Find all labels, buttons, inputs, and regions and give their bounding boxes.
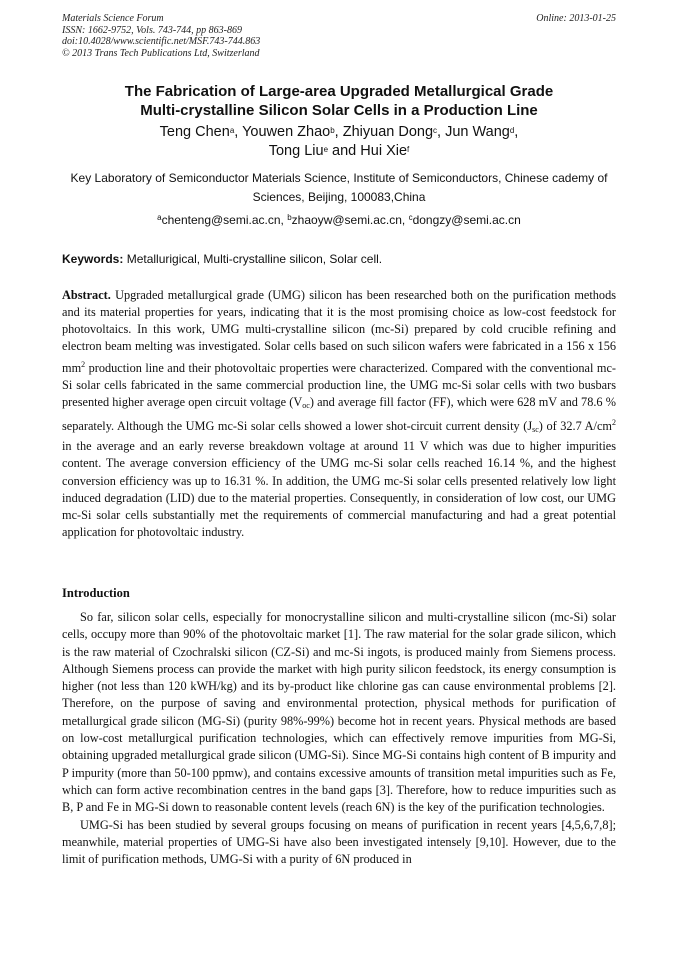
author-mark: f <box>407 145 410 154</box>
abstract-superscript: 2 <box>612 418 616 428</box>
paper-title <box>62 82 616 120</box>
email-link[interactable]: dongzy@semi.ac.cn <box>412 213 521 227</box>
email-mark: a <box>157 213 162 222</box>
author-conjunction: and <box>332 143 357 159</box>
author-name: Tong Liu <box>268 143 324 159</box>
issn-line: ISSN: 1662-9752, Vols. 743-744, pp 863-869 <box>62 24 242 36</box>
email-link[interactable]: zhaoyw@semi.ac.cn, <box>291 213 406 227</box>
author-mark: a <box>229 126 235 135</box>
abstract-text: ) and average fill factor (FF), which were 628 mV and 78.6 % separately. Although the UMG mc-Si solar cells showed a lower shot-circuit current density (J <box>62 394 616 434</box>
author-name: Teng Chen <box>159 124 230 140</box>
author-mark: b <box>330 126 335 135</box>
title-line-1: The Fabrication of Large-area Upgraded Metallurgical Grade <box>124 83 554 100</box>
author-mark: d <box>509 126 515 135</box>
abstract-superscript: 2 <box>81 359 86 369</box>
author-mark: c <box>433 126 438 135</box>
abstract-label: Abstract. <box>62 288 111 302</box>
author-name: Hui Xie <box>360 143 408 159</box>
journal-header <box>62 13 260 59</box>
doi-line[interactable]: doi:10.4028/www.scientific.net/MSF.743-744.863 <box>62 36 261 47</box>
abstract-text: production line and their photovoltaic properties were characterized. Compared with the conventional mc-Si solar cells fabricated in the same commercial production line, the UMG mc-Si solar cells with two busbars presented higher average open circuit voltage (V <box>62 360 616 409</box>
author-name: Youwen Zhao <box>242 124 331 140</box>
abstract-text: Upgraded metallurgical grade (UMG) silicon has been researched both on the purification methods and its material properties for years, indicating that it is the most promising choice as low-cost feedstock for photovoltaics. In this work, UMG multi-crystalline silicon (mc-Si) prepared by cold crucible refining and electron beam melting was investigated. Solar cells based on such silicon wafers were fabricated in a 156 x 156 mm <box>62 288 617 375</box>
paragraph: So far, silicon solar cells, especially for monocrystalline silicon and multi-crystalline silicon (mc-Si) solar cells, occupy more than 90% of the photovoltaic market [1]. The raw material for the solar grade silicon, which is the raw material of Czochralski silicon (CZ-Si) and mc-Si ingots, is produced mainly from Siemens process. Although Siemens process can provide the market with high purity silicon feedstock, its energy consumption is higher (not less than 120 kWH/kg) and its by-product like chlorine gas can cause environmental problems [2]. Therefore, on the purpose of saving and environmental protection, physical methods for purification of metallurgical grade silicon (MG-Si) (purity 98%-99%) become hot in recent years. Physical methods are based on low-cost metallurgical purification technologies, which can effectively remove impurities from MG-Si, obtaining upgraded metallurgical grade silicon (UMG-Si). Since MG-Si contains high content of B impurity and P impurity (more than 50-100 ppmw), and contains excessive amounts of transition metal impurities such as Fe, which can form active recombination centres in the band gaps [3]. Therefore, how to reduce impurities such as B, P and Fe in MG-Si down to reasonable content levels (reach 6N) is the key of the purification technologies. <box>62 610 616 815</box>
abstract-text: ) of 32.7 A/cm <box>538 419 612 434</box>
author-line-1: Teng Chen$^a$, Youwen Zhao$^b$, Zhiyuan Dong$^c$, Jun Wang$^d$, <box>159 124 519 140</box>
online-date: Online: 2013-01-25 <box>536 13 616 24</box>
abstract-text: in the average and an early reverse breakdown voltage at around 11 V which was due to higher impurities content. The average conversion efficiency of the UMG mc-Si solar cells reached 16.14 %, and the highest conversion efficiency was up to 16.31 %. In addition, the UMG mc-Si solar cells presented relatively low light induced degradation (LID) due to the material properties. Consequently, in consideration of low cost, our UMG mc-Si solar cells substantially met the requirements of commercial manufacturing and had a great potential application for photovoltaic industry. <box>62 439 616 540</box>
author-mark: e <box>323 145 329 154</box>
email-list <box>62 212 616 228</box>
abstract-subscript: oc <box>302 400 310 410</box>
email-mark: c <box>408 213 413 222</box>
keywords-label: Keywords: <box>62 252 124 266</box>
abstract-subscript: sc <box>532 425 539 435</box>
abstract <box>62 287 616 541</box>
author-list <box>62 123 616 161</box>
journal-name: Materials Science Forum <box>62 13 164 24</box>
introduction-body <box>62 609 616 868</box>
author-name: Zhiyuan Dong <box>342 124 434 140</box>
affiliation: Key Laboratory of Semiconductor Materials Science, Institute of Semiconductors, Chinese cademy of Sciences, Beijing, 100083,China <box>70 171 608 204</box>
keywords-text: Metallurigical, Multi-crystalline silicon, Solar cell. <box>126 252 383 266</box>
title-line-2: Multi-crystalline Silicon Solar Cells in a Production Line <box>140 102 538 119</box>
email-mark: b <box>287 213 292 222</box>
section-heading-introduction: Introduction <box>62 586 130 600</box>
email-link[interactable]: chenteng@semi.ac.cn, <box>161 213 284 227</box>
copyright-line: © 2013 Trans Tech Publications Ltd, Switzerland <box>62 47 260 59</box>
author-name: Jun Wang <box>445 124 510 140</box>
author-line-2 <box>62 142 616 161</box>
keywords <box>62 251 616 267</box>
paragraph: UMG-Si has been studied by several groups focusing on means of purification in recent years [4,5,6,7,8]; meanwhile, material properties of UMG-Si have also been investigated intensely [9,10]. However, due to the limit of purification methods, UMG-Si with a purity of 6N produced in <box>62 817 616 867</box>
